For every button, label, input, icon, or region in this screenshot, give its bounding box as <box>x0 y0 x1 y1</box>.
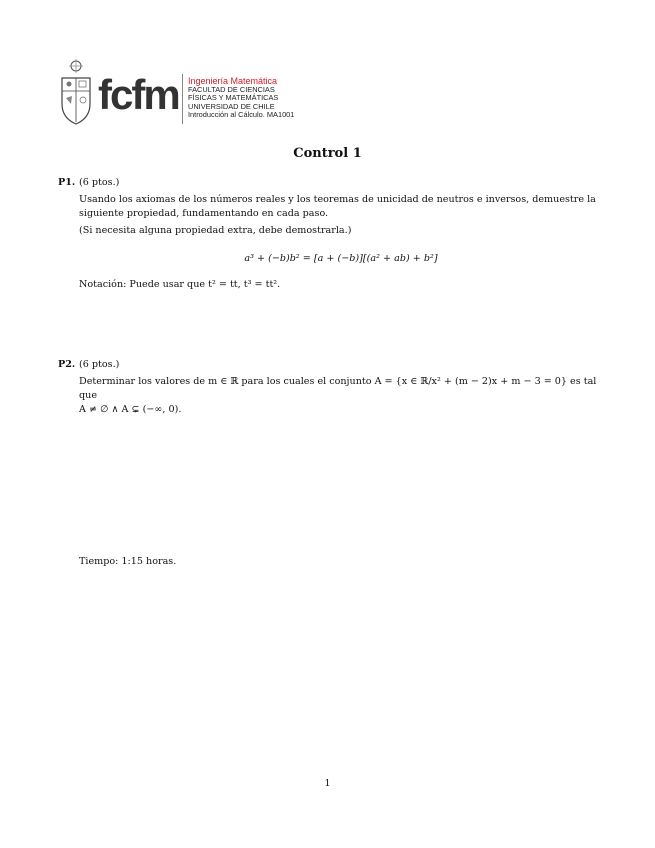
fcfm-logo: fcfm <box>98 71 179 118</box>
exam-title: Control 1 <box>293 146 362 161</box>
problem-points: (6 ptos.) <box>79 177 120 188</box>
header-divider <box>182 74 183 124</box>
problem-1 <box>58 176 603 292</box>
institution-line: FACULTAD DE CIENCIAS <box>188 85 275 94</box>
problem-statement-cont: A ≠ ∅ ∧ A ⊊ (−∞, 0). <box>79 404 182 415</box>
institution-line: UNIVERSIDAD DE CHILE <box>188 101 275 111</box>
header <box>58 58 378 130</box>
problem-label: P1. <box>58 177 76 188</box>
program-name: Ingeniería Matemática <box>188 76 278 86</box>
problem-note: (Si necesita alguna propiedad extra, debe demostrarla.) <box>79 225 352 236</box>
page-number: 1 <box>324 778 331 789</box>
problem-formula: a³ + (−b)b² = [a + (−b)][(a² + ab) + b²] <box>244 253 438 264</box>
problem-2 <box>58 358 603 417</box>
institution-line: FÍSICAS Y MATEMÁTICAS <box>188 93 279 103</box>
university-shield-icon <box>58 58 94 128</box>
problem-statement: Usando los axiomas de los números reales y los teoremas de unicidad de neutros e inversos, demuestre la siguiente propiedad, fundamentando en cada paso. <box>79 194 596 219</box>
course-line: Introducción al Cálculo. MA1001 <box>188 109 295 119</box>
problem-notation: Notación: Puede usar que t² = tt, t³ = tt². <box>79 279 281 290</box>
time-limit: Tiempo: 1:15 horas. <box>79 556 177 567</box>
problem-label: P2. <box>58 359 76 370</box>
institution-block <box>188 76 294 119</box>
problem-points: (6 ptos.) <box>79 359 120 370</box>
problem-statement: Determinar los valores de m ∈ ℝ para los cuales el conjunto A = {x ∈ ℝ/x² + (m − 2)x + m − 3 = 0} es tal que <box>79 376 597 401</box>
